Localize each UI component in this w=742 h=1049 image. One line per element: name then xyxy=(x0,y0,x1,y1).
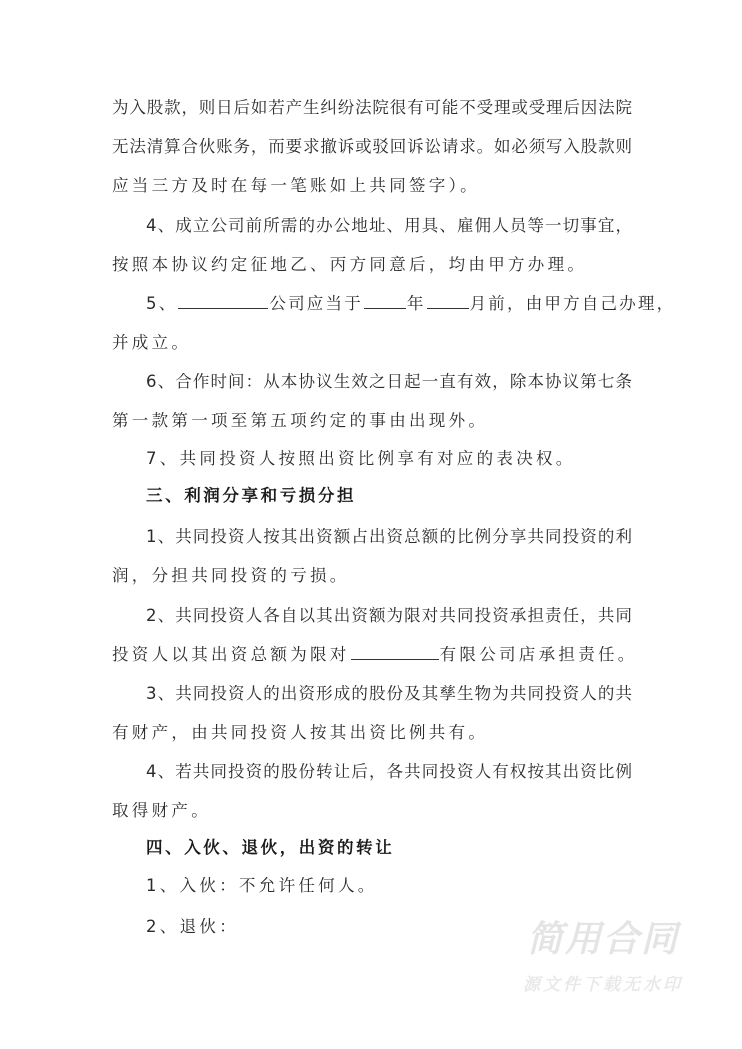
paragraph-line: 有财产，由共同投资人按其出资比例共有。 xyxy=(112,723,489,742)
month-blank[interactable] xyxy=(427,292,469,309)
section-3-heading: 三、利润分享和亏损分担 xyxy=(146,486,357,505)
clause-5-line xyxy=(146,292,676,316)
clause-number: 5、 xyxy=(146,294,178,313)
year-blank[interactable] xyxy=(364,292,406,309)
paragraph-line: 取得财产。 xyxy=(112,801,211,820)
clause-4-1-line: 1、入伙：不允许任何人。 xyxy=(146,876,378,895)
clause-3-2-line: 2、共同投资人各自以其出资额为限对共同投资承担责任，共同 xyxy=(146,606,632,625)
paragraph-line: 并成立。 xyxy=(112,333,192,352)
section-4-heading: 四、入伙、退伙，出资的转让 xyxy=(146,838,395,857)
paragraph-line: 为入股款，则日后如若产生纠纷法院很有可能不受理或受理后因法院 xyxy=(112,98,632,117)
company-name-blank[interactable] xyxy=(351,643,439,660)
watermark-title: 简用合同 xyxy=(526,919,679,960)
year-label: 年 xyxy=(406,294,426,313)
clause-7-line: 7、共同投资人按照出资比例享有对应的表决权。 xyxy=(146,449,576,468)
clause-text: 有限公司店承担责任。 xyxy=(439,645,638,664)
paragraph-line xyxy=(112,643,638,667)
clause-3-3-line: 3、共同投资人的出资形成的股份及其孳生物为共同投资人的共 xyxy=(146,684,632,703)
paragraph-line: 润，分担共同投资的亏损。 xyxy=(112,566,350,585)
company-name-blank[interactable] xyxy=(178,292,268,309)
paragraph-line: 应当三方及时在每一笔账如上共同签字）。 xyxy=(112,176,480,195)
paragraph-line: 第一款第一项至第五项约定的事由出现外。 xyxy=(112,411,489,430)
clause-text: 月前，由甲方自己办理， xyxy=(469,294,676,313)
clause-text: 投资人以其出资总额为限对 xyxy=(112,645,350,664)
watermark xyxy=(508,918,698,998)
clause-text: 公司应当于 xyxy=(269,294,363,313)
clause-6-line: 6、合作时间：从本协议生效之日起一直有效，除本协议第七条 xyxy=(146,372,632,391)
watermark-subtitle: 源文件下载无水印 xyxy=(523,975,683,995)
clause-4-line: 4、成立公司前所需的办公地址、用具、雇佣人员等一切事宜， xyxy=(146,216,632,235)
paragraph-line: 无法清算合伙账务，而要求撤诉或驳回诉讼请求。如必须写入股款则 xyxy=(112,137,632,156)
clause-4-2-line: 2、退伙： xyxy=(146,917,239,936)
clause-3-4-line: 4、若共同投资的股份转让后，各共同投资人有权按其出资比例 xyxy=(146,762,632,781)
paragraph-line: 按照本协议约定征地乙、丙方同意后，均由甲方办理。 xyxy=(112,255,588,274)
clause-3-1-line: 1、共同投资人按其出资额占出资总额的比例分享共同投资的利 xyxy=(146,527,632,546)
